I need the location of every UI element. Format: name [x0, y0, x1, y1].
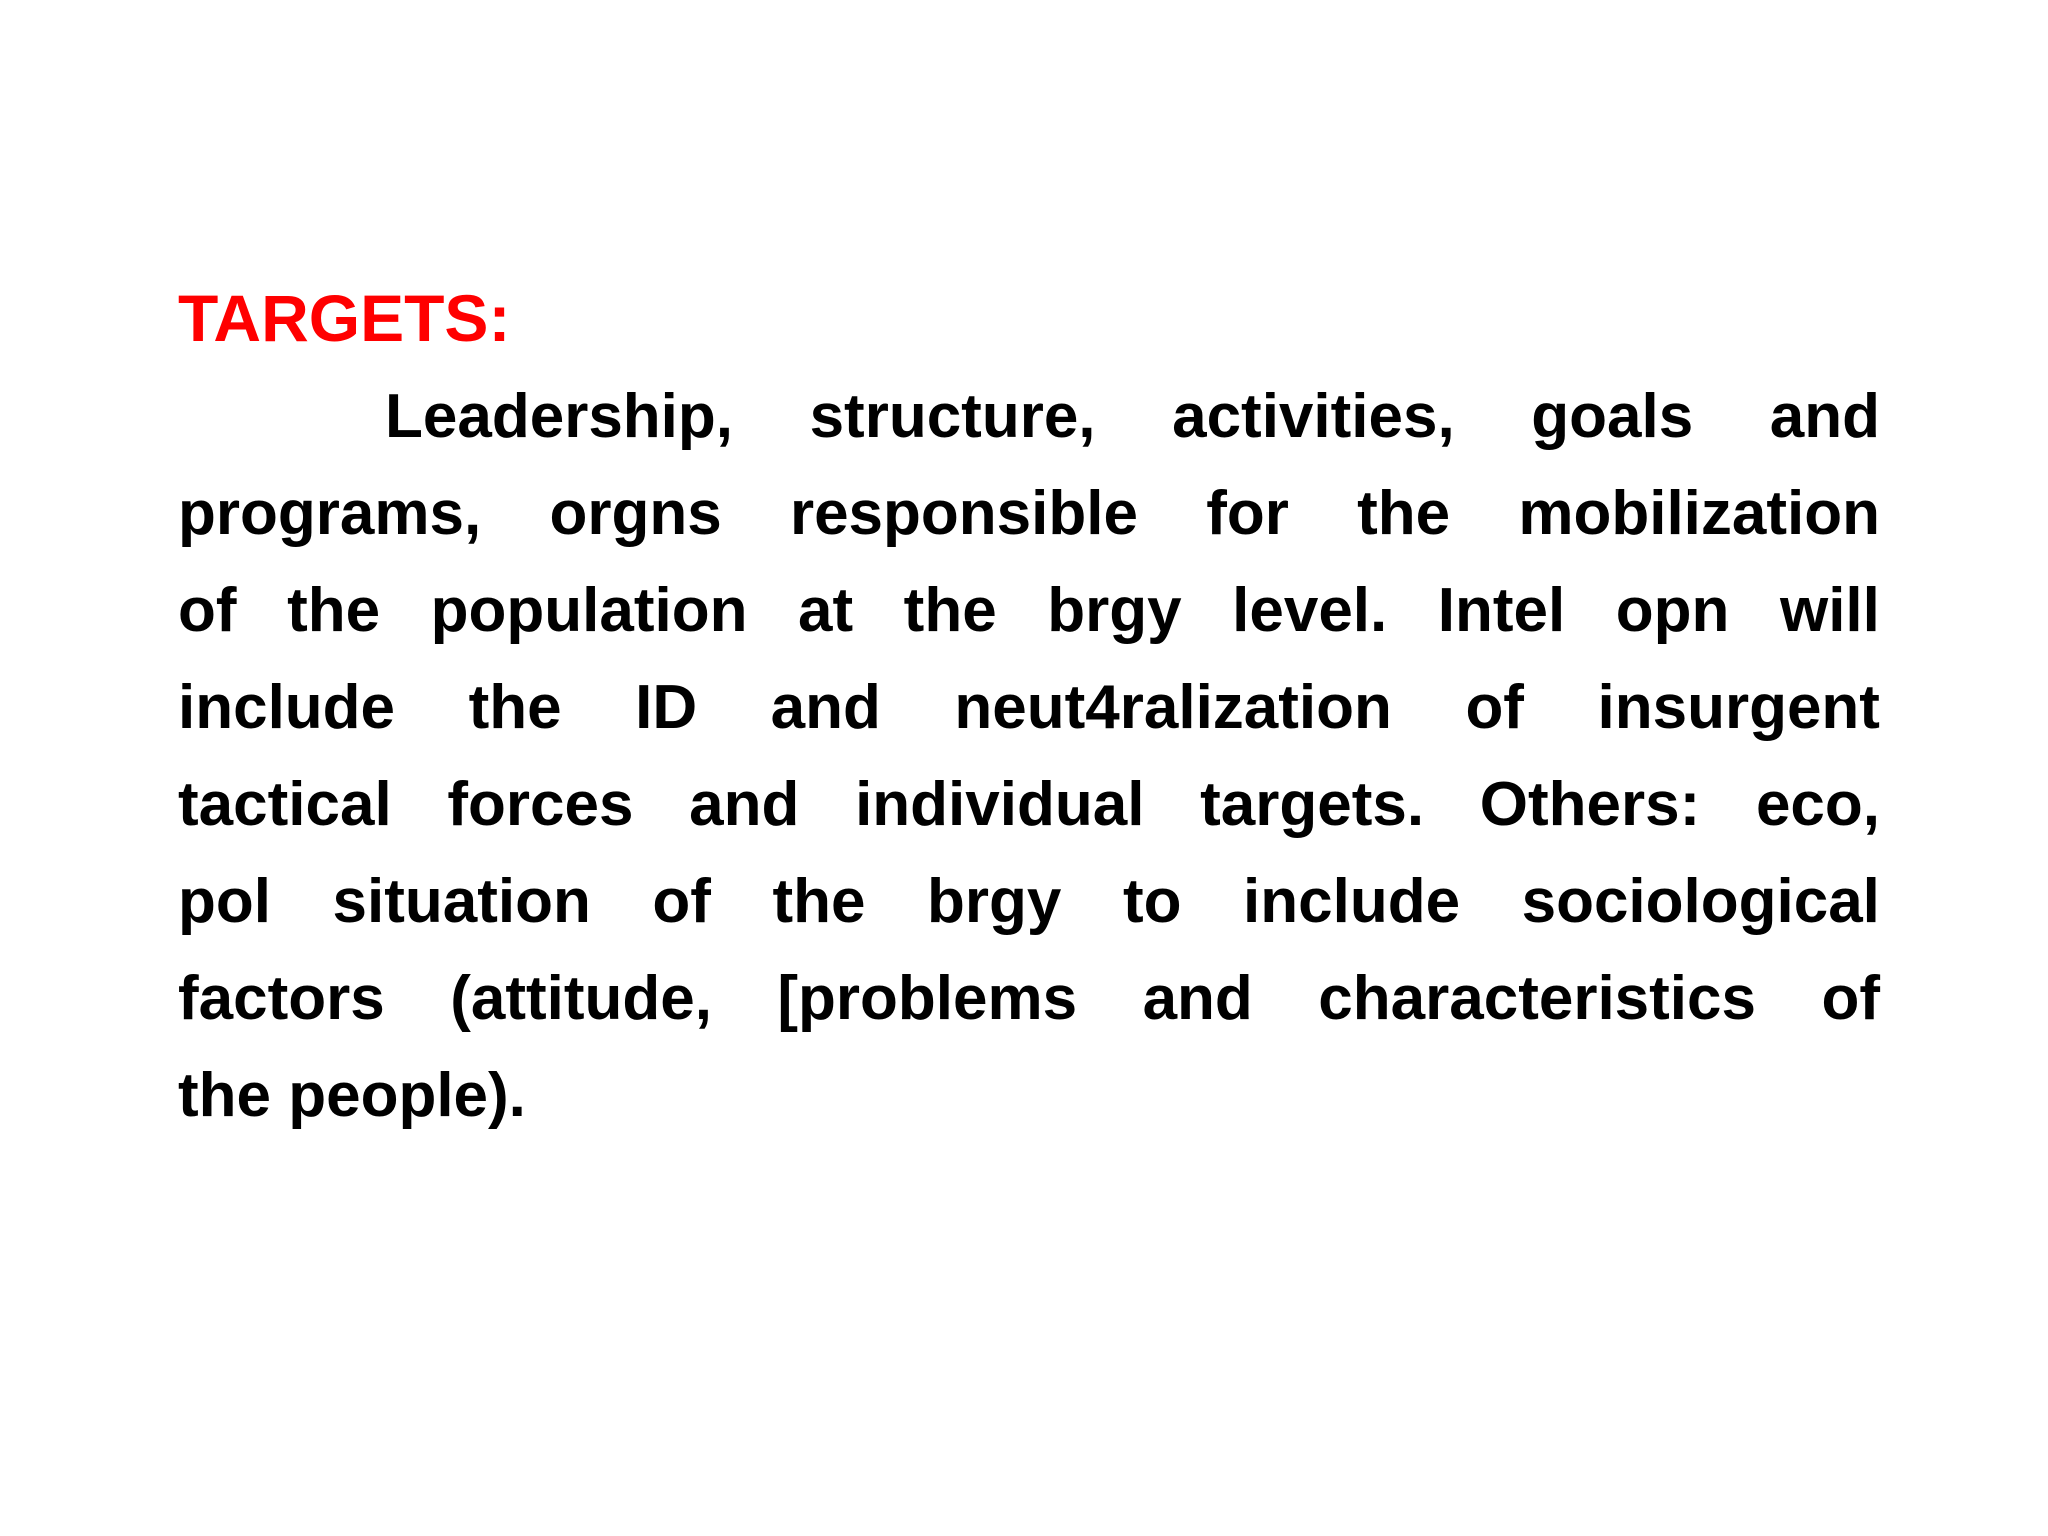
body-word: goals	[1531, 382, 1694, 451]
body-word: situation	[332, 867, 591, 936]
body-word: individual	[855, 770, 1145, 839]
body-word: the	[287, 576, 381, 645]
body-word: (attitude,	[450, 964, 712, 1033]
body-word: population	[430, 576, 748, 645]
body-word: ID	[635, 673, 698, 742]
body-word: neut4ralization	[954, 673, 1392, 742]
body-word: programs,	[178, 479, 482, 548]
body-line	[178, 1047, 1880, 1144]
body-line	[178, 465, 1880, 562]
body-word: and	[689, 770, 800, 839]
body-word: Leadership,	[385, 382, 733, 451]
body-line	[178, 562, 1880, 659]
body-word: sociological	[1521, 867, 1880, 936]
body-word: will	[1779, 576, 1880, 645]
body-word: brgy	[927, 867, 1062, 936]
slide-heading: TARGETS:	[178, 281, 511, 355]
body-word: Intel	[1437, 576, 1566, 645]
body-word: Others:	[1479, 770, 1701, 839]
body-word: characteristics	[1318, 964, 1756, 1033]
body-word: include	[1243, 867, 1461, 936]
body-word: and	[770, 673, 881, 742]
body-word: of	[178, 576, 237, 645]
body-line	[178, 368, 1880, 465]
body-word: orgns	[549, 479, 722, 548]
body-word: the people).	[178, 1061, 526, 1130]
body-word: the	[772, 867, 866, 936]
body-word: of	[1465, 673, 1524, 742]
body-word: and	[1769, 382, 1880, 451]
body-line	[178, 659, 1880, 756]
body-line	[178, 756, 1880, 853]
body-word: the	[468, 673, 562, 742]
body-line	[178, 950, 1880, 1047]
body-line	[178, 853, 1880, 950]
body-word: the	[903, 576, 997, 645]
slide-content	[178, 272, 1880, 1144]
body-word: forces	[447, 770, 634, 839]
body-word: tactical	[178, 770, 392, 839]
body-word: for	[1206, 479, 1289, 548]
body-word: of	[652, 867, 711, 936]
body-word: eco,	[1755, 770, 1880, 839]
body-word: pol	[178, 867, 271, 936]
body-word: level.	[1232, 576, 1388, 645]
body-word: of	[1821, 964, 1880, 1033]
body-word: [problems	[777, 964, 1078, 1033]
body-word: at	[797, 576, 854, 645]
body-word: targets.	[1200, 770, 1425, 839]
body-word: responsible	[789, 479, 1138, 548]
body-word: to	[1122, 867, 1182, 936]
body-word: and	[1142, 964, 1253, 1033]
body-word: insurgent	[1597, 673, 1880, 742]
body-word: structure,	[809, 382, 1096, 451]
body-word: opn	[1615, 576, 1730, 645]
body-word: activities,	[1172, 382, 1455, 451]
body-word: factors	[178, 964, 385, 1033]
body-word: include	[178, 673, 396, 742]
body-word: mobilization	[1518, 479, 1880, 548]
body-word: brgy	[1047, 576, 1182, 645]
body-paragraph	[178, 368, 1880, 1144]
body-word: the	[1357, 479, 1451, 548]
